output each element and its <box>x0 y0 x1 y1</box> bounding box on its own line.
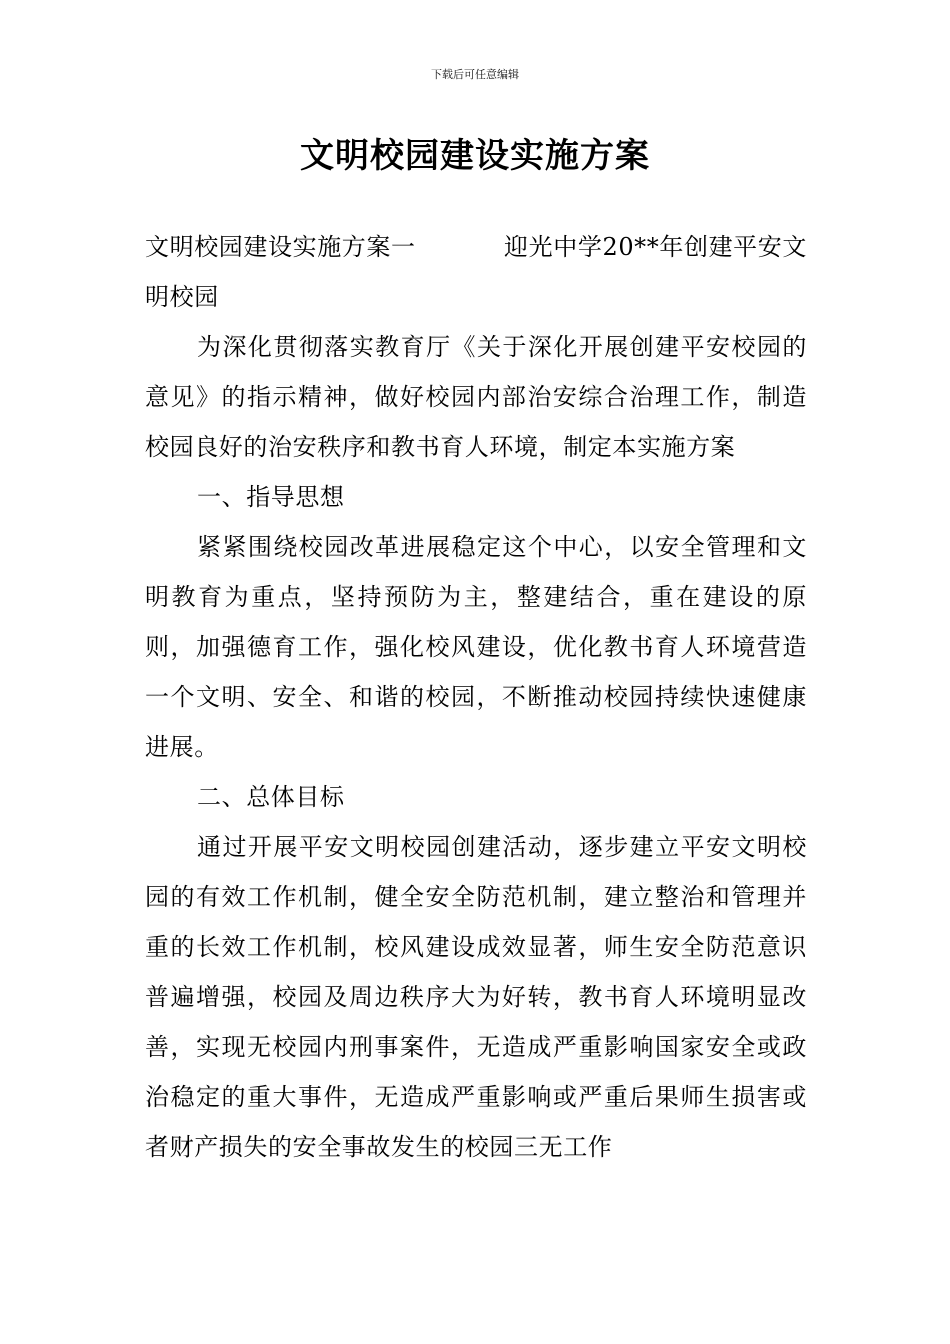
document-title: 文明校园建设实施方案 <box>300 136 650 176</box>
subtitle-continuation: 明校园 <box>145 283 219 311</box>
document-body <box>145 222 807 1172</box>
subtitle-right: 迎光中学20**年创建平安文 <box>504 233 807 261</box>
header-note: 下载后可任意编辑 <box>431 68 519 81</box>
section1-heading: 一、指导思想 <box>197 483 345 511</box>
subtitle-left: 文明校园建设实施方案一 <box>145 233 416 261</box>
subtitle-line <box>145 222 807 272</box>
intro-paragraph: 为深化贯彻落实教育厅《关于深化开展创建平安校园的意见》的指示精神，做好校园内部治安综合治理工作，制造校园良好的治安秩序和教书育人环境，制定本实施方案 <box>145 333 807 461</box>
section1-paragraph: 紧紧围绕校园改革进展稳定这个中心，以安全管理和文明教育为重点，坚持预防为主，整建结合，重在建设的原则，加强德育工作，强化校风建设，优化教书育人环境营造一个文明、安全、和谐的校园，不断推动校园持续快速健康进展。 <box>145 533 807 761</box>
section2-heading: 二、总体目标 <box>197 783 345 811</box>
section2-paragraph: 通过开展平安文明校园创建活动，逐步建立平安文明校园的有效工作机制，健全安全防范机制，建立整治和管理并重的长效工作机制，校风建设成效显著，师生安全防范意识普遍增强，校园及周边秩序大为好转，教书育人环境明显改善，实现无校园内刑事案件，无造成严重影响国家安全或政治稳定的重大事件，无造成严重影响或严重后果师生损害或者财产损失的安全事故发生的校园三无工作 <box>145 833 807 1161</box>
